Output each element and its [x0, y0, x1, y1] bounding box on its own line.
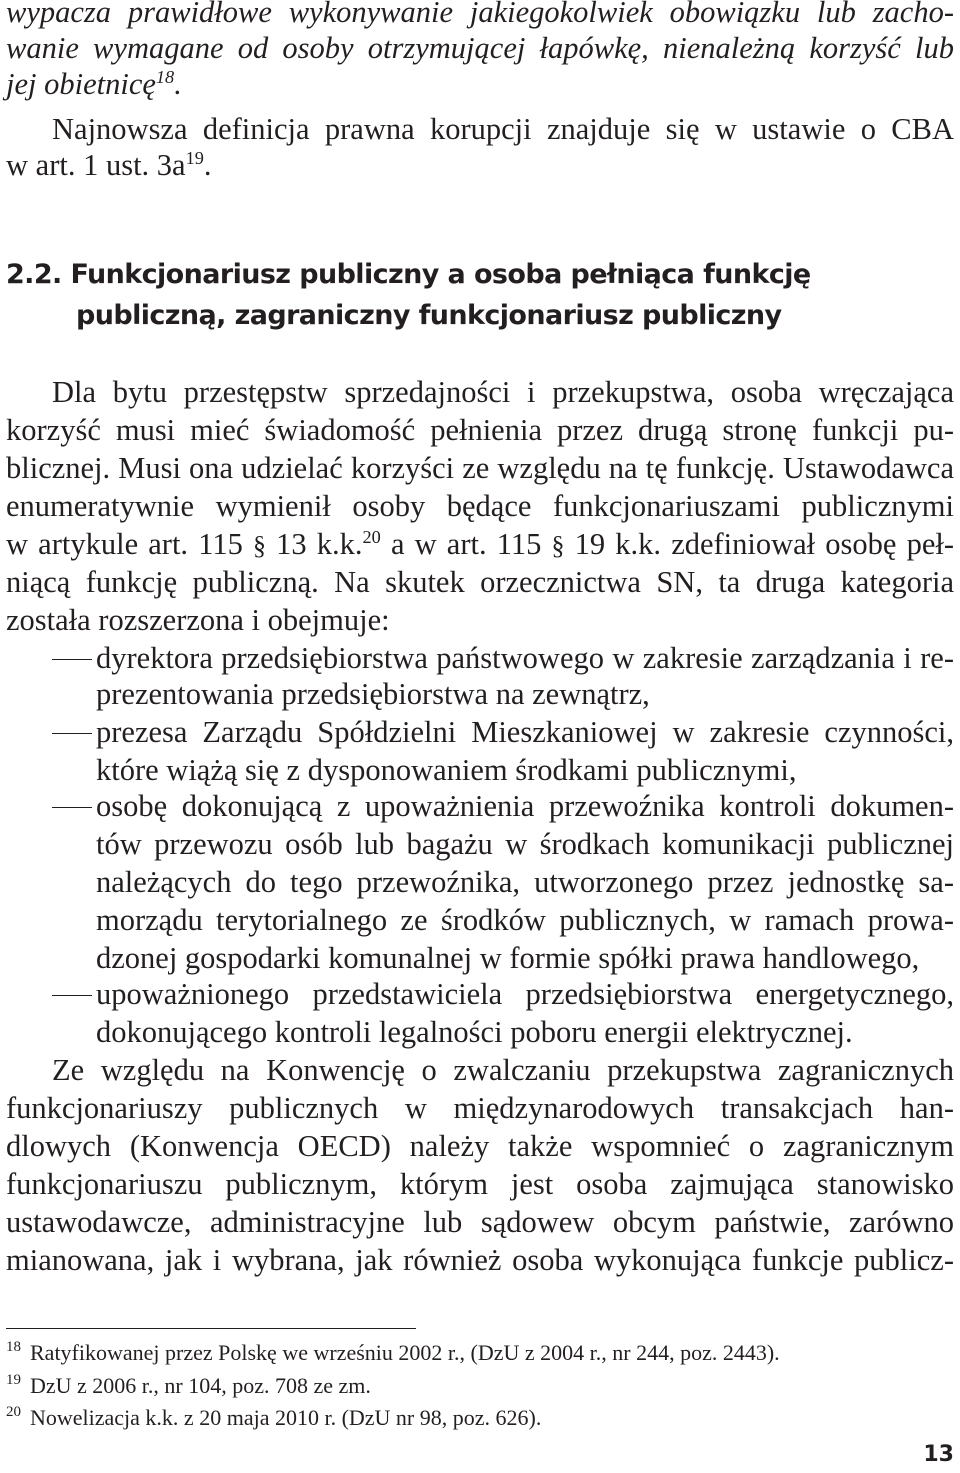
footnote-number: 19	[6, 1372, 21, 1388]
text-line: enumeratywnie wymienił osoby będące funkcjonariuszami publicznymi	[6, 489, 954, 523]
list-item-line: upoważnionego przedstawiciela przedsiębiorstwa energetycznego,	[96, 977, 954, 1011]
text-line: funkcjonariuszu publicznym, którym jest osoba zajmująca stanowisko	[6, 1167, 954, 1201]
section-heading: 2.2. Funkcjonariusz publiczny a osoba pełniąca funkcję	[6, 259, 811, 290]
list-item-line: tów przewozu osób lub bagażu w środkach komunikacji publicznej	[96, 827, 954, 861]
text-line: Dla bytu przestępstw sprzedajności i przekupstwa, osoba wręczająca	[52, 375, 954, 409]
list-item-line: prezesa Zarządu Spółdzielni Mieszkaniowej w zakresie czynności,	[96, 715, 954, 749]
list-item-line: dokonującego kontroli legalności poboru energii elektrycznej.	[96, 1015, 853, 1049]
text-line: Najnowsza definicja prawna korupcji znajduje się w ustawie o CBA	[52, 112, 954, 146]
section-number: 2.2.	[6, 259, 62, 290]
text-line: wanie wymagane od osoby otrzymującej łapówkę, nienależną korzyść lub	[6, 31, 954, 65]
footnote-number: 20	[6, 1404, 21, 1420]
list-item-line: dyrektora przedsiębiorstwa państwowego w zakresie zarządzania i re-	[96, 641, 954, 675]
text-line: Ze względu na Konwencję o zwalczaniu przekupstwa zagranicznych	[52, 1053, 954, 1087]
text-line: funkcjonariuszy publicznych w międzynarodowych transakcjach han-	[6, 1091, 954, 1125]
footnote-ref-18[interactable]: 18	[155, 66, 175, 87]
text-line: ustawodawcze, administracyjne lub sądowew obcym państwie, zarówno	[6, 1205, 954, 1239]
footnote-text: DzU z 2006 r., nr 104, poz. 708 ze zm.	[30, 1373, 371, 1398]
text-line: wypacza prawidłowe wykonywanie jakiegokolwiek obowiązku lub zacho-	[6, 0, 954, 29]
list-item-line: które wiążą się z dysponowaniem środkami publicznymi,	[96, 753, 797, 787]
footnote-text: Ratyfikowanej przez Polskę we wrześniu 2002 r., (DzU z 2004 r., nr 244, poz. 2443).	[30, 1340, 780, 1365]
text-line: w artykule art. 115 § 13 k.k.$^{20}$ a w art. 115 § 19 k.k. zdefiniował osobę peł-	[6, 526, 955, 561]
text-line: jej obietnicę$^{18}$.	[6, 66, 182, 101]
list-item-line: należących do tego przewoźnika, utworzonego przez jednostkę sa-	[96, 865, 954, 899]
footnote-ref-19[interactable]: 19	[185, 147, 204, 168]
section-heading-line2: publiczną, zagraniczny funkcjonariusz publiczny	[76, 300, 782, 331]
footnote-number: 18	[6, 1339, 21, 1355]
list-item-line: morządu terytorialnego ze środków publicznych, w ramach prowa-	[96, 903, 954, 937]
dash-bullet	[52, 807, 92, 808]
footnote-ref-20[interactable]: 20	[362, 526, 381, 547]
dash-bullet	[52, 995, 92, 996]
text-line: dlowych (Konwencja OECD) należy także wspomnieć o zagranicznym	[6, 1129, 954, 1163]
list-item-line: prezentowania przedsiębiorstwa na zewnątrz,	[96, 677, 650, 711]
list-item-line: dzonej gospodarki komunalnej w formie spółki prawa handlowego,	[96, 941, 920, 975]
text-line: w art. 1 ust. $3a^{19}$.	[6, 147, 212, 182]
text-line: niącą funkcję publiczną. Na skutek orzecznictwa SN, ta druga kategoria	[6, 565, 955, 599]
list-item-line: osobę dokonującą z upoważnienia przewoźnika kontroli dokumen-	[96, 789, 954, 823]
text-line: mianowana, jak i wybrana, jak również osoba wykonująca funkcje publicz-	[6, 1243, 954, 1277]
footnote-divider	[6, 1328, 416, 1329]
text-line: korzyść musi mieć świadomość pełnienia przez drugą stronę funkcji pu-	[6, 413, 954, 447]
dash-bullet	[52, 733, 92, 734]
footnote-text: Nowelizacja k.k. z 20 maja 2010 r. (DzU nr 98, poz. 626).	[30, 1405, 542, 1430]
text-line: została rozszerzona i obejmuje:	[6, 603, 390, 637]
page-number: 13	[923, 1442, 954, 1467]
text-line: blicznej. Musi ona udzielać korzyści ze względu na tę funkcję. Ustawodawca	[6, 451, 954, 485]
dash-bullet	[52, 659, 92, 660]
